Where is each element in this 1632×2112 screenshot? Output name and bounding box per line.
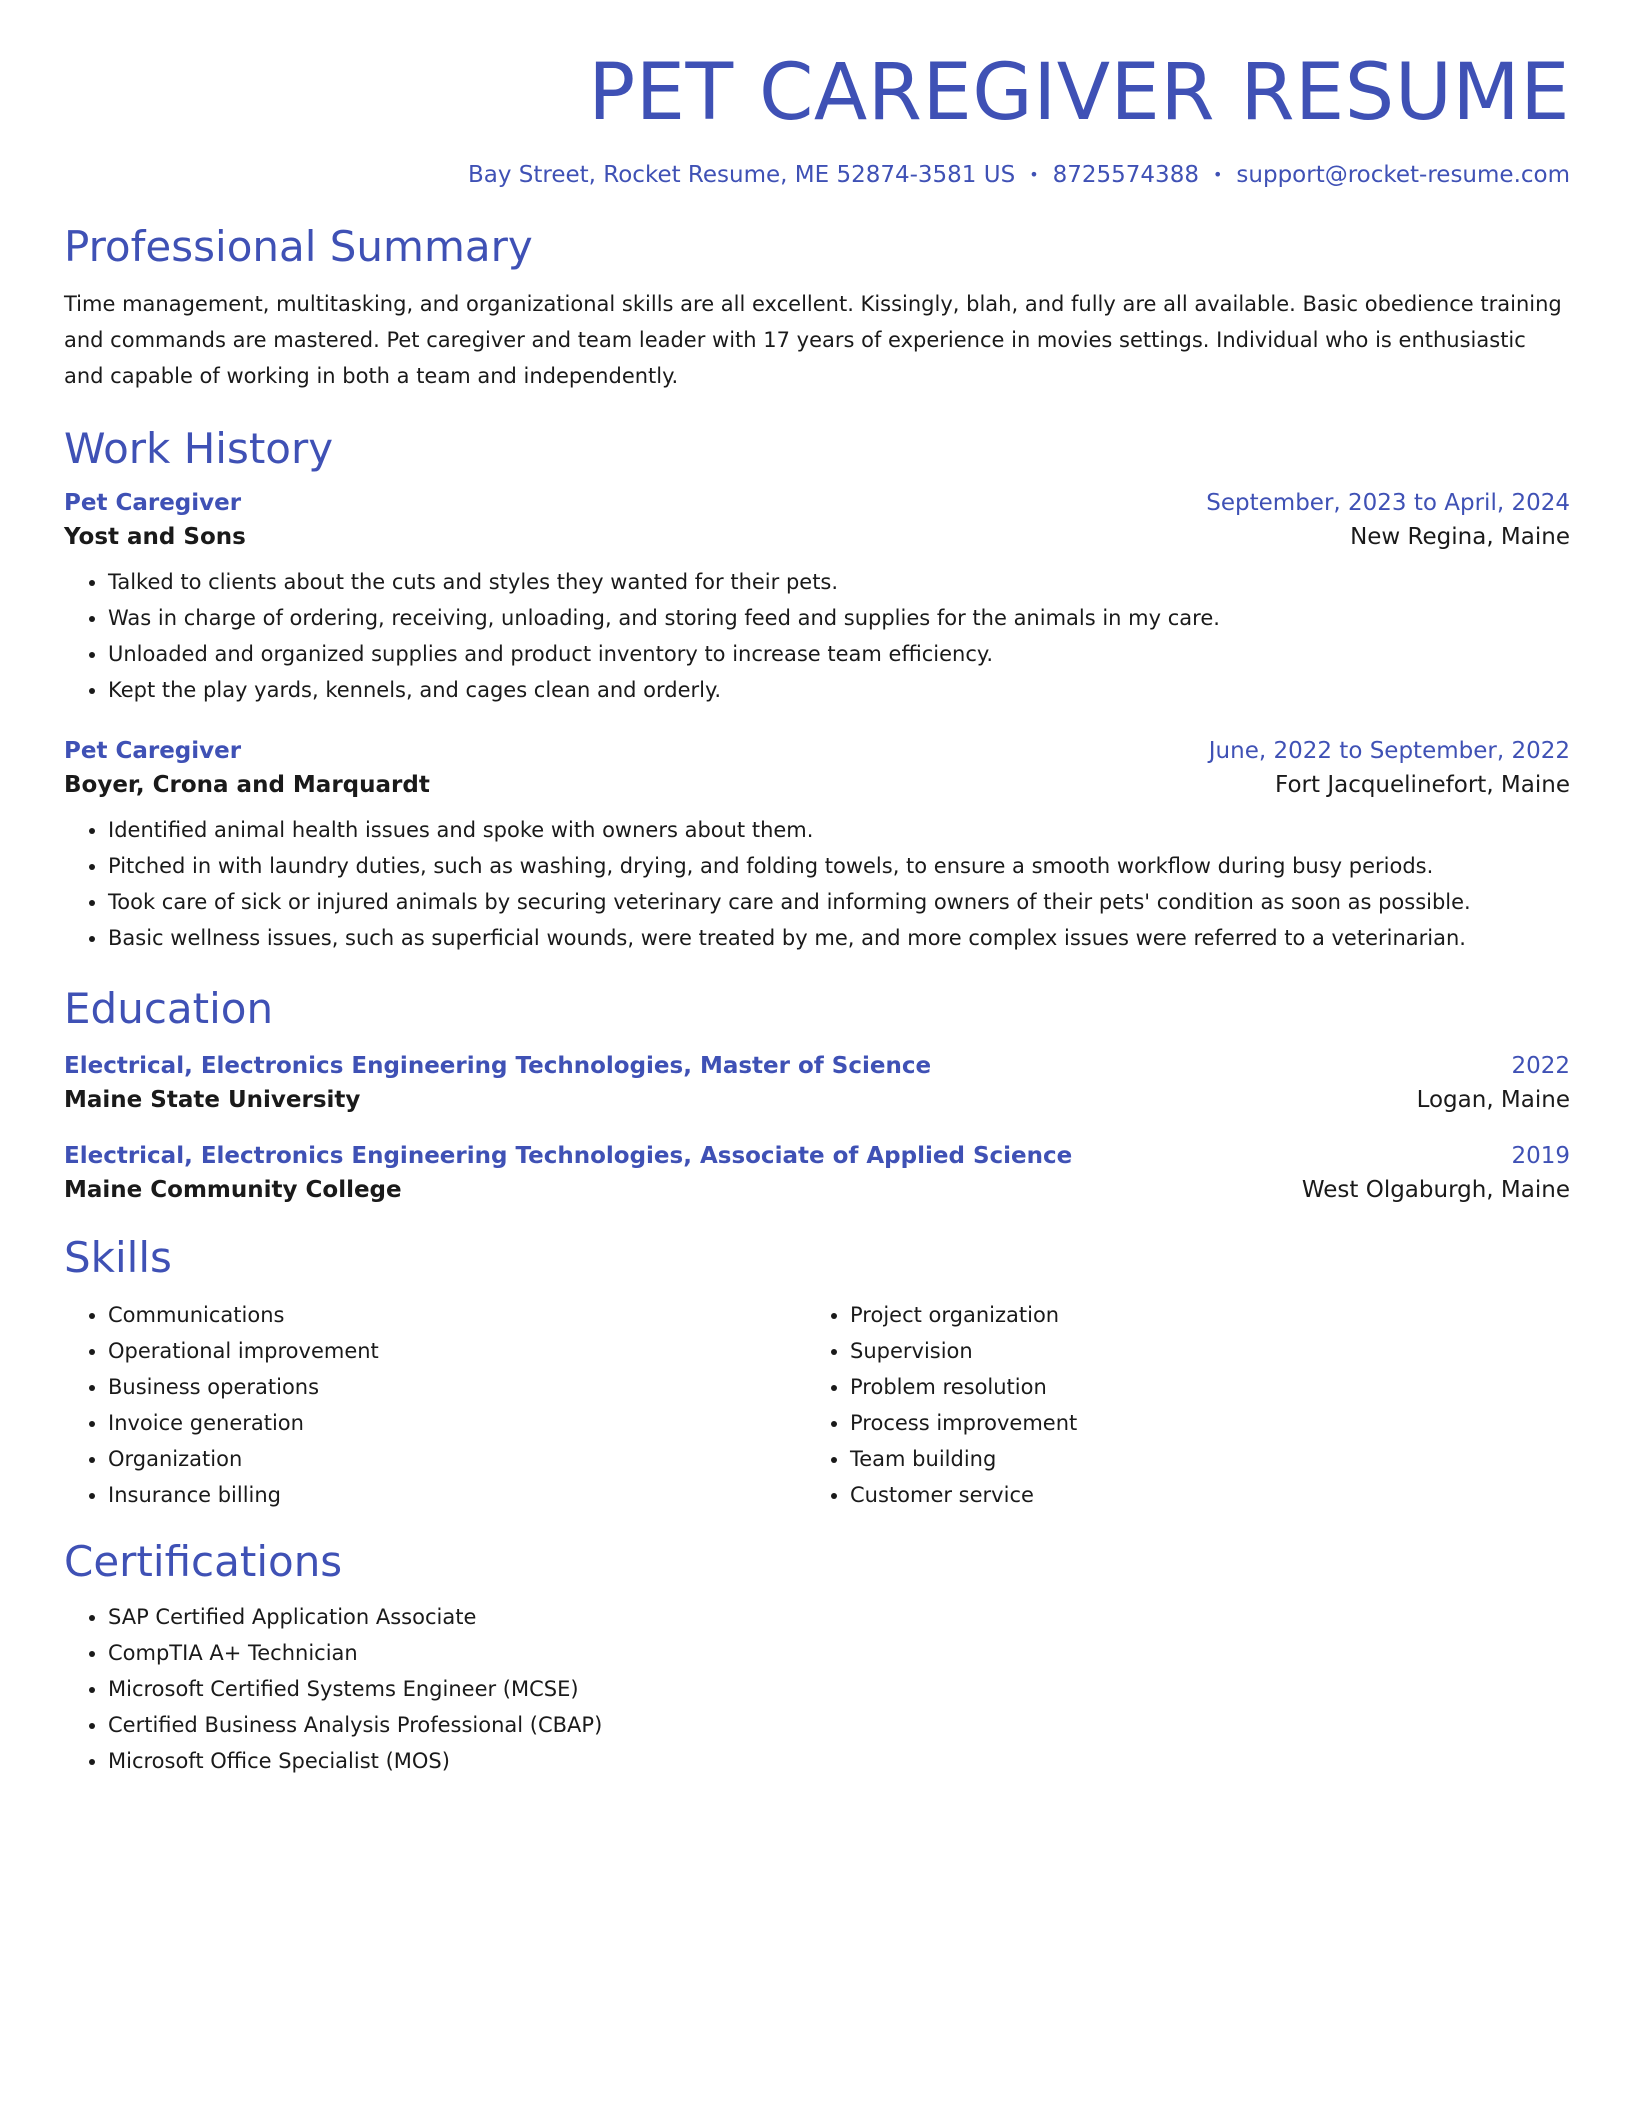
address: Bay Street, Rocket Resume, ME 52874-3581 US xyxy=(467,162,1016,188)
list-item: • CompTIA A+ Technician xyxy=(108,1635,1570,1671)
list-item: • Problem resolution xyxy=(850,1369,1548,1405)
work-section xyxy=(64,426,1570,956)
skills-column-right xyxy=(806,1297,1548,1513)
job-subheader xyxy=(64,772,1570,798)
list-item: • Invoice generation xyxy=(108,1405,806,1441)
job-entry xyxy=(64,490,1570,708)
job-dates: September, 2023 to April, 2024 xyxy=(1206,490,1570,517)
list-item: • Talked to clients about the cuts and styles they wanted for their pets. xyxy=(108,564,1570,600)
education-section xyxy=(64,986,1570,1202)
job-title: Pet Caregiver xyxy=(64,490,242,517)
list-item: • Identified animal health issues and spoke with owners about them. xyxy=(108,812,1570,848)
list-item: • SAP Certified Application Associate xyxy=(108,1599,1570,1635)
education-subheader xyxy=(64,1177,1570,1203)
graduation-year: 2022 xyxy=(1511,1052,1570,1079)
resume-page xyxy=(64,0,1570,1779)
list-item: • Business operations xyxy=(108,1369,806,1405)
summary-section xyxy=(64,224,1570,394)
list-item: • Supervision xyxy=(850,1333,1548,1369)
list-item: • Team building xyxy=(850,1441,1548,1477)
school-location: West Olgaburgh, Maine xyxy=(1301,1176,1570,1203)
job-header xyxy=(64,738,1570,764)
list-item: • Kept the play yards, kennels, and cages clean and orderly. xyxy=(108,672,1570,708)
job-bullets xyxy=(64,564,1570,708)
list-item: • Basic wellness issues, such as superficial wounds, were treated by me, and more complex issues were referred to a veterinarian. xyxy=(108,920,1570,956)
company-name: Boyer, Crona and Marquardt xyxy=(64,772,430,799)
resume-title: PET CAREGIVER RESUME xyxy=(588,48,1570,138)
degree: Electrical, Electronics Engineering Technologies, Associate of Applied Science xyxy=(64,1142,1073,1169)
list-item: • Took care of sick or injured animals by securing veterinary care and informing owners of their pets' condition as soon as possible. xyxy=(108,884,1570,920)
job-subheader xyxy=(64,524,1570,550)
list-item: • Microsoft Office Specialist (MOS) xyxy=(108,1743,1570,1779)
job-dates: June, 2022 to September, 2022 xyxy=(1208,738,1570,765)
section-heading-education: Education xyxy=(64,984,274,1034)
certifications-list xyxy=(64,1599,1570,1779)
job-header xyxy=(64,490,1570,516)
list-item: • Operational improvement xyxy=(108,1333,806,1369)
list-item: • Process improvement xyxy=(850,1405,1548,1441)
separator-dot: • xyxy=(1029,165,1039,184)
graduation-year: 2019 xyxy=(1511,1142,1570,1169)
school-name: Maine Community College xyxy=(64,1176,402,1203)
contact-line xyxy=(64,162,1570,188)
list-item: • Pitched in with laundry duties, such as washing, drying, and folding towels, to ensure a smooth workflow during busy periods. xyxy=(108,848,1570,884)
list-item: • Communications xyxy=(108,1297,806,1333)
skills-section xyxy=(64,1232,1570,1513)
list-item: • Certified Business Analysis Professional (CBAP) xyxy=(108,1707,1570,1743)
degree: Electrical, Electronics Engineering Technologies, Master of Science xyxy=(64,1052,932,1079)
section-heading-work: Work History xyxy=(64,424,334,474)
separator-dot: • xyxy=(1212,165,1223,184)
list-item: • Customer service xyxy=(850,1477,1548,1513)
skills-column-left xyxy=(64,1297,806,1513)
list-item: • Was in charge of ordering, receiving, unloading, and storing feed and supplies for the animals in my care. xyxy=(108,600,1570,636)
education-header xyxy=(64,1053,1570,1079)
certifications-section xyxy=(64,1536,1570,1779)
summary-text: Time management, multitasking, and organizational skills are all excellent. Kissingly, blah, and fully are all available. Basic obedience training and commands are mastered. Pet caregiver and team leader with 17 years of experience in movies settings. Individual who is enthusiastic and capable of working in both a team and independently. xyxy=(64,292,1562,389)
education-subheader xyxy=(64,1087,1570,1113)
phone[interactable]: 8725574388 xyxy=(1052,162,1199,188)
school-name: Maine State University xyxy=(64,1086,361,1113)
education-entry xyxy=(64,1053,1570,1113)
skills-grid xyxy=(64,1297,1570,1513)
job-location: New Regina, Maine xyxy=(1350,524,1570,551)
job-location: Fort Jacquelinefort, Maine xyxy=(1275,772,1570,799)
section-heading-certifications: Certifications xyxy=(64,1536,343,1586)
education-entry xyxy=(64,1143,1570,1203)
section-heading-summary: Professional Summary xyxy=(64,222,533,271)
list-item: • Insurance billing xyxy=(108,1477,806,1513)
job-bullets xyxy=(64,812,1570,956)
email-link[interactable]: support@rocket-resume.com xyxy=(1236,162,1570,188)
education-header xyxy=(64,1143,1570,1169)
list-item: • Organization xyxy=(108,1441,806,1477)
list-item: • Project organization xyxy=(850,1297,1548,1333)
section-heading-skills: Skills xyxy=(64,1232,172,1282)
job-title: Pet Caregiver xyxy=(64,738,242,765)
school-location: Logan, Maine xyxy=(1416,1086,1570,1113)
list-item: • Unloaded and organized supplies and product inventory to increase team efficiency. xyxy=(108,636,1570,672)
company-name: Yost and Sons xyxy=(64,524,246,551)
list-item: • Microsoft Certified Systems Engineer (MCSE) xyxy=(108,1671,1570,1707)
job-entry xyxy=(64,738,1570,956)
